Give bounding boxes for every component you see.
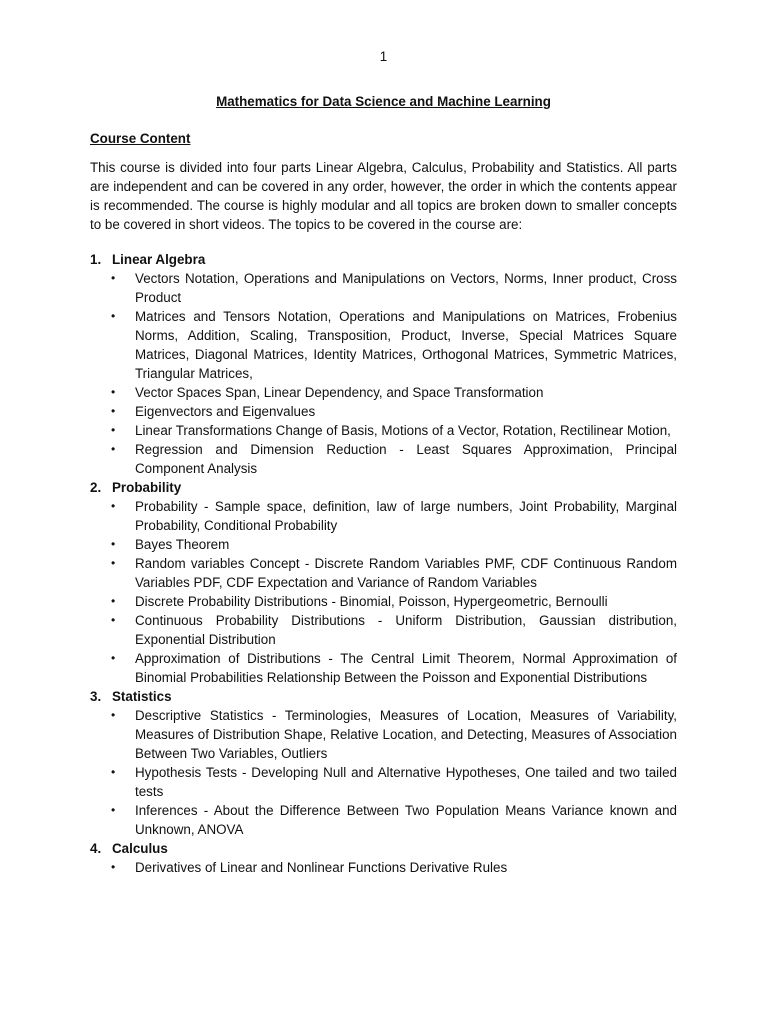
section-number: 1. bbox=[90, 252, 102, 267]
list-item: • Hypothesis Tests - Developing Null and Alternative Hypotheses, One tailed and two tailed tests bbox=[111, 765, 677, 799]
list-item: • Vector Spaces Span, Linear Dependency, and Space Transformation bbox=[111, 385, 544, 400]
bullet-icon: • bbox=[111, 708, 116, 722]
bullet-icon: • bbox=[111, 594, 116, 608]
section-title bbox=[90, 478, 677, 497]
bullet-icon: • bbox=[111, 385, 116, 399]
topic-list bbox=[90, 858, 677, 877]
topic-list bbox=[90, 706, 677, 839]
section-calculus bbox=[90, 839, 677, 877]
list-item: • Discrete Probability Distributions - Binomial, Poisson, Hypergeometric, Bernoulli bbox=[111, 594, 608, 609]
section-title-text: Calculus bbox=[112, 841, 168, 856]
section-number: 3. bbox=[90, 689, 102, 704]
bullet-icon: • bbox=[111, 613, 116, 627]
section-list bbox=[90, 250, 677, 877]
section-linear-algebra bbox=[90, 250, 677, 478]
topic-list bbox=[90, 269, 677, 478]
bullet-icon: • bbox=[111, 309, 116, 323]
topic-list bbox=[90, 497, 677, 687]
list-item: • Approximation of Distributions - The Central Limit Theorem, Normal Approximation of Binomial Probabilities Relationship Between the Poisson and Exponential Distributions bbox=[111, 651, 677, 685]
bullet-icon: • bbox=[111, 271, 116, 285]
list-item: • Vectors Notation, Operations and Manipulations on Vectors, Norms, Inner product, Cross Product bbox=[111, 271, 677, 305]
list-item: • Inferences - About the Difference Between Two Population Means Variance known and Unknown, ANOVA bbox=[111, 803, 677, 837]
section-title-text: Probability bbox=[112, 480, 182, 495]
list-item: • Derivatives of Linear and Nonlinear Functions Derivative Rules bbox=[111, 860, 508, 875]
section-title-text: Statistics bbox=[112, 689, 172, 704]
intro-paragraph: This course is divided into four parts Linear Algebra, Calculus, Probability and Statistics. All parts are independent and can be covered in any order, however, the order in which the contents appear is recommended. The course is highly modular and all topics are broken down to smaller concepts to be covered in short videos. The topics to be covered in the course are: bbox=[90, 160, 677, 232]
section-probability bbox=[90, 478, 677, 687]
list-item: • Random variables Concept - Discrete Random Variables PMF, CDF Continuous Random Variables PDF, CDF Expectation and Variance of Random Variables bbox=[111, 556, 677, 590]
bullet-icon: • bbox=[111, 765, 116, 779]
list-item: • Regression and Dimension Reduction - Least Squares Approximation, Principal Component Analysis bbox=[111, 442, 677, 476]
list-item: • Continuous Probability Distributions - Uniform Distribution, Gaussian distribution, Exponential Distribution bbox=[111, 613, 677, 647]
section-title bbox=[90, 250, 677, 269]
bullet-icon: • bbox=[111, 803, 116, 817]
list-item: • Matrices and Tensors Notation, Operations and Manipulations on Matrices, Frobenius Norms, Addition, Scaling, Transposition, Product, Inverse, Special Matrices Square Matrices, Diagonal Matrices, Identity Matrices, Orthogonal Matrices, Symmetric Matrices, Triangular Matrices, bbox=[111, 309, 677, 381]
bullet-icon: • bbox=[111, 499, 116, 513]
section-title bbox=[90, 839, 677, 858]
course-content-heading: Course Content bbox=[90, 131, 191, 146]
section-number: 2. bbox=[90, 480, 102, 495]
list-item: • Descriptive Statistics - Terminologies, Measures of Location, Measures of Variability, Measures of Distribution Shape, Relative Location, and Detecting, Measures of Association Between Two Variables, Outliers bbox=[111, 708, 677, 761]
document-title: Mathematics for Data Science and Machine Learning bbox=[216, 94, 551, 109]
section-title bbox=[90, 687, 677, 706]
page-number: 1 bbox=[379, 49, 388, 64]
bullet-icon: • bbox=[111, 404, 116, 418]
list-item: • Eigenvectors and Eigenvalues bbox=[111, 404, 316, 419]
section-number: 4. bbox=[90, 841, 102, 856]
list-item: • Bayes Theorem bbox=[111, 537, 230, 552]
bullet-icon: • bbox=[111, 556, 116, 570]
list-item: • Linear Transformations Change of Basis, Motions of a Vector, Rotation, Rectilinear Motion, bbox=[111, 423, 671, 438]
bullet-icon: • bbox=[111, 537, 116, 551]
section-title-text: Linear Algebra bbox=[112, 252, 206, 267]
bullet-icon: • bbox=[111, 860, 116, 874]
list-item: • Probability - Sample space, definition, law of large numbers, Joint Probability, Marginal Probability, Conditional Probability bbox=[111, 499, 677, 533]
section-statistics bbox=[90, 687, 677, 839]
bullet-icon: • bbox=[111, 423, 116, 437]
bullet-icon: • bbox=[111, 442, 116, 456]
bullet-icon: • bbox=[111, 651, 116, 665]
